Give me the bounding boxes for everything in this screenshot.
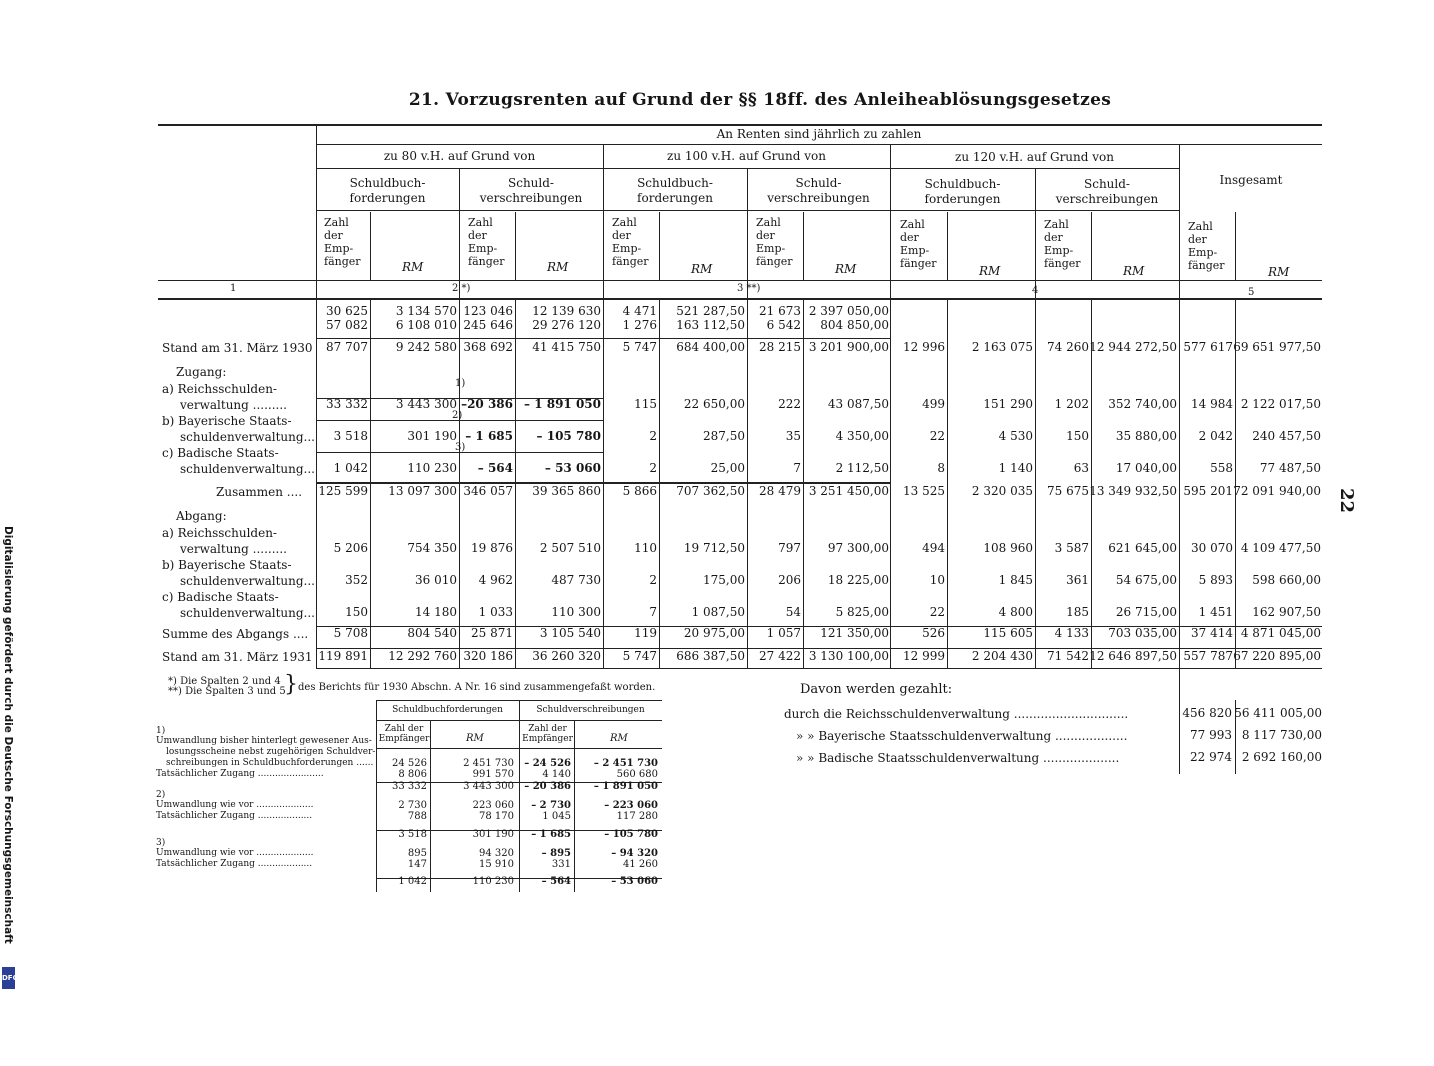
- table-cell: – 564: [477, 461, 513, 475]
- table-cell: 108 960: [983, 541, 1033, 555]
- small-rm: RM: [466, 733, 484, 744]
- small-block-mark: 3): [156, 838, 166, 848]
- table-cell: 754 350: [407, 541, 457, 555]
- table-cell: 28 215: [759, 340, 801, 354]
- table-cell: 14 984: [1191, 397, 1233, 411]
- small-cell: – 1 685: [531, 829, 571, 840]
- small-cell: – 564: [541, 876, 571, 887]
- table-cell: – 1 685: [465, 429, 513, 443]
- header-rm: RM: [835, 262, 857, 276]
- table-cell: 43 087,50: [827, 397, 889, 411]
- header-schuldverschreibungen: Schuld- verschreibungen: [1055, 177, 1159, 206]
- table-cell: 558: [1210, 461, 1233, 475]
- header-group-120: zu 120 v.H. auf Grund von: [955, 150, 1114, 164]
- small-cell: – 895: [541, 848, 571, 859]
- table-cell: 4 133: [1054, 626, 1089, 640]
- table-cell: 1 033: [478, 605, 513, 619]
- table-cell: 2 163 075: [971, 340, 1033, 354]
- header-group-100: zu 100 v.H. auf Grund von: [667, 149, 826, 163]
- table-cell: 162 907,50: [1252, 605, 1321, 619]
- table-cell: 8: [937, 461, 945, 475]
- table-cell: 36 010: [415, 573, 457, 587]
- row-label: verwaltung .........: [180, 542, 287, 556]
- table-cell: 12 139 630: [532, 304, 601, 318]
- header-rule: [316, 144, 1322, 145]
- col-rule: [1235, 212, 1236, 280]
- header-schuldverschreibungen: Schuld- verschreibungen: [767, 176, 870, 205]
- table-cell: –20 386: [461, 397, 513, 411]
- small-cell: 147: [407, 859, 427, 870]
- row-label: schuldenverwaltung...: [180, 574, 315, 588]
- table-cell: 125 599: [318, 484, 368, 498]
- table-cell: – 53 060: [544, 461, 601, 475]
- table-cell: 63: [1073, 461, 1089, 475]
- small-cell: 78 170: [479, 811, 514, 822]
- davon-label: » » Badische Staatsschuldenverwaltung ....................: [796, 751, 1120, 765]
- rule: [316, 668, 1322, 669]
- table-cell: 25,00: [710, 461, 745, 475]
- table-cell: 368 692: [463, 340, 513, 354]
- table-cell: 4 962: [478, 573, 513, 587]
- table-cell: 12 646 897,50: [1089, 649, 1177, 663]
- small-cell: 895: [407, 848, 427, 859]
- table-cell: 67 220 895,00: [1233, 649, 1321, 663]
- row-label: Stand am 31. März 1930: [162, 341, 313, 355]
- footnote-star1: *) Die Spalten 2 und 4: [168, 676, 281, 687]
- table-cell: 222: [778, 397, 801, 411]
- small-head-b: Schuldverschreibungen: [536, 705, 645, 715]
- table-cell: 2: [649, 461, 657, 475]
- table-cell: 121 350,00: [820, 626, 889, 640]
- davon-count: 22 974: [1190, 750, 1232, 764]
- table-cell: 1 087,50: [691, 605, 745, 619]
- table-cell: 3 130 100,00: [808, 649, 889, 663]
- col-rule: [1091, 212, 1092, 280]
- table-cell: 487 730: [551, 573, 601, 587]
- table-cell: 4 871 045,00: [1240, 626, 1321, 640]
- col-rule: [803, 212, 804, 280]
- small-cell: – 24 526: [524, 758, 571, 769]
- small-cell: – 20 386: [524, 781, 571, 792]
- small-row-label: Umwandlung wie vor ....................: [156, 848, 314, 858]
- row-label: a) Reichsschulden-: [162, 526, 277, 540]
- header-count: Zahl der Emp- fänger: [324, 216, 361, 268]
- table-cell: 150: [1066, 429, 1089, 443]
- header-rule: [316, 168, 1180, 169]
- header-group-80: zu 80 v.H. auf Grund von: [383, 149, 536, 163]
- table-cell: 1 140: [998, 461, 1033, 475]
- small-row-label: losungsscheine nebst zugehörigen Schuldver-: [166, 747, 376, 757]
- small-cell: 3 518: [398, 829, 427, 840]
- table-cell: 19 712,50: [683, 541, 745, 555]
- small-row-label: Tatsächlicher Zugang ...................: [156, 859, 313, 869]
- table-cell: 14 180: [415, 605, 457, 619]
- table-cell: 5 866: [622, 484, 657, 498]
- table-cell: 12 944 272,50: [1089, 340, 1177, 354]
- small-cell: 24 526: [392, 758, 427, 769]
- table-cell: 22: [929, 429, 945, 443]
- small-cell: 8 806: [398, 769, 427, 780]
- table-cell: 119: [634, 626, 657, 640]
- table-cell: 2: [649, 429, 657, 443]
- davon-rm: 56 411 005,00: [1234, 706, 1322, 720]
- col-rule: [747, 168, 748, 668]
- row-label: Stand am 31. März 1931: [162, 650, 313, 664]
- table-cell: 703 035,00: [1108, 626, 1177, 640]
- table-cell: 110: [634, 541, 657, 555]
- row-label: b) Bayerische Staats-: [162, 558, 292, 572]
- small-cell: 2 730: [398, 800, 427, 811]
- small-cell: 991 570: [472, 769, 514, 780]
- header-total: Insgesamt: [1219, 173, 1283, 187]
- table-cell: 320 186: [463, 649, 513, 663]
- small-cell: 33 332: [392, 781, 427, 792]
- table-cell: 5 708: [333, 626, 368, 640]
- header-schuldbuch: Schuldbuch- forderungen: [349, 176, 426, 205]
- small-cell: 15 910: [479, 859, 514, 870]
- table-cell: 4 471: [622, 304, 657, 318]
- footnote-mark: 3): [455, 442, 466, 453]
- table-cell: 2 204 430: [971, 649, 1033, 663]
- davon-count: 456 820: [1182, 706, 1232, 720]
- table-top-rule: [158, 124, 1322, 126]
- small-cell: 117 280: [616, 811, 658, 822]
- davon-rm: 2 692 160,00: [1241, 750, 1322, 764]
- table-cell: 707 362,50: [676, 484, 745, 498]
- table-cell: 29 276 120: [532, 318, 601, 332]
- table-cell: 13 097 300: [388, 484, 457, 498]
- row-label: Zusammen ....: [216, 485, 303, 499]
- table-cell: 25 871: [471, 626, 513, 640]
- table-cell: 12 292 760: [388, 649, 457, 663]
- header-rm: RM: [979, 264, 1001, 278]
- table-cell: 37 414: [1191, 626, 1233, 640]
- table-cell: 797: [778, 541, 801, 555]
- small-cell: 1 045: [542, 811, 571, 822]
- column-number: 5: [1248, 287, 1255, 298]
- header-count: Zahl der Emp- fänger: [756, 216, 793, 268]
- header-count: Zahl der Emp- fänger: [1188, 220, 1225, 272]
- table-cell: 185: [1066, 605, 1089, 619]
- table-cell: 521 287,50: [676, 304, 745, 318]
- page-title: 21. Vorzugsrenten auf Grund der §§ 18ff. des Anleiheablösungsgesetzes: [408, 90, 1112, 110]
- footnote-mark: 2): [452, 410, 463, 421]
- table-cell: 75 675: [1047, 484, 1089, 498]
- table-cell: – 1 891 050: [524, 397, 601, 411]
- davon-heading: Davon werden gezahlt:: [800, 682, 953, 697]
- brace: }: [284, 672, 298, 697]
- table-cell: 2 507 510: [539, 541, 601, 555]
- small-cell: 2 451 730: [463, 758, 514, 769]
- table-cell: 13 525: [903, 484, 945, 498]
- table-cell: 9 242 580: [395, 340, 457, 354]
- table-cell: 87 707: [326, 340, 368, 354]
- table-cell: 2 397 050,00: [808, 304, 889, 318]
- column-number: 1: [230, 283, 237, 294]
- table-cell: 595 201: [1183, 484, 1233, 498]
- footnote-mark: 1): [455, 378, 466, 389]
- table-cell: 163 112,50: [676, 318, 745, 332]
- table-cell: 21 673: [759, 304, 801, 318]
- small-cell: 560 680: [616, 769, 658, 780]
- table-cell: 5 206: [333, 541, 368, 555]
- col-rule: [1035, 168, 1036, 668]
- table-cell: 20 975,00: [683, 626, 745, 640]
- table-cell: 2 042: [1198, 429, 1233, 443]
- col-rule: [515, 212, 516, 280]
- table-cell: 1 845: [998, 573, 1033, 587]
- table-cell: 1 057: [766, 626, 801, 640]
- table-cell: 804 540: [407, 626, 457, 640]
- row-label: Abgang:: [176, 509, 227, 523]
- table-cell: 12 996: [903, 340, 945, 354]
- table-cell: 6 542: [766, 318, 801, 332]
- table-cell: 557 787: [1183, 649, 1233, 663]
- table-cell: 287,50: [703, 429, 745, 443]
- row-label: Zugang:: [176, 365, 227, 379]
- table-cell: 35: [785, 429, 801, 443]
- table-cell: 4 530: [998, 429, 1033, 443]
- davon-label: » » Bayerische Staatsschuldenverwaltung ...................: [796, 729, 1128, 743]
- small-row-label: Tatsächlicher Zugang .......................: [156, 769, 324, 779]
- table-cell: 35 880,00: [1115, 429, 1177, 443]
- rule: [316, 398, 603, 399]
- davon-rm: 8 117 730,00: [1241, 728, 1322, 742]
- table-cell: 494: [922, 541, 945, 555]
- small-head-a: Schuldbuchforderungen: [392, 705, 503, 715]
- small-count: Zahl der Empfänger: [522, 724, 573, 744]
- table-cell: 30 070: [1191, 541, 1233, 555]
- header-rm: RM: [1268, 265, 1290, 279]
- table-cell: 57 082: [326, 318, 368, 332]
- table-cell: 499: [922, 397, 945, 411]
- small-cell: 41 260: [623, 859, 658, 870]
- table-cell: 13 349 932,50: [1089, 484, 1177, 498]
- table-cell: 175,00: [703, 573, 745, 587]
- table-cell: 686 387,50: [676, 649, 745, 663]
- table-cell: 74 260: [1047, 340, 1089, 354]
- header-count: Zahl der Emp- fänger: [1044, 218, 1081, 270]
- small-cell: 4 140: [542, 769, 571, 780]
- table-cell: 4 800: [998, 605, 1033, 619]
- table-cell: 3 201 900,00: [808, 340, 889, 354]
- row-label: schuldenverwaltung...: [180, 606, 315, 620]
- table-cell: 2 112,50: [835, 461, 889, 475]
- header-schuldbuch: Schuldbuch- forderungen: [637, 176, 713, 205]
- table-cell: 28 479: [759, 484, 801, 498]
- col-rule: [1179, 144, 1180, 774]
- table-cell: 2: [649, 573, 657, 587]
- table-cell: 19 876: [471, 541, 513, 555]
- davon-label: durch die Reichsschuldenverwaltung ..............................: [784, 707, 1129, 721]
- table-cell: 301 190: [407, 429, 457, 443]
- header-schuldbuch: Schuldbuch- forderungen: [924, 177, 1001, 206]
- table-cell: 684 400,00: [676, 340, 745, 354]
- header-bottom-rule: [158, 298, 1322, 300]
- table-cell: 10: [929, 573, 945, 587]
- page-number: 22: [1336, 487, 1358, 514]
- table-cell: 115 605: [983, 626, 1033, 640]
- table-cell: 361: [1066, 573, 1089, 587]
- table-cell: 33 332: [326, 397, 368, 411]
- table-cell: 3 443 300: [395, 397, 457, 411]
- footnote-star2: **) Die Spalten 3 und 5: [168, 686, 286, 697]
- table-cell: 39 365 860: [532, 484, 601, 498]
- small-cell: 788: [407, 811, 427, 822]
- table-cell: 36 260 320: [532, 649, 601, 663]
- table-cell: 54: [785, 605, 801, 619]
- table-cell: 27 422: [759, 649, 801, 663]
- table-cell: 3 105 540: [539, 626, 601, 640]
- column-number: 3 **): [737, 283, 761, 294]
- header-rule: [316, 210, 1180, 211]
- table-cell: 115: [634, 397, 657, 411]
- table-cell: 1 042: [333, 461, 368, 475]
- table-cell: 1 202: [1054, 397, 1089, 411]
- row-label: schuldenverwaltung...: [180, 462, 315, 476]
- col-rule: [659, 212, 660, 280]
- table-cell: 71 542: [1047, 649, 1089, 663]
- row-label: a) Reichsschulden-: [162, 382, 277, 396]
- header-rm: RM: [1123, 264, 1145, 278]
- table-cell: 7: [649, 605, 657, 619]
- table-cell: 3 518: [333, 429, 368, 443]
- small-row-label: Umwandlung bisher hinterlegt gewesener Aus-: [156, 736, 372, 746]
- table-cell: 526: [922, 626, 945, 640]
- header-count: Zahl der Emp- fänger: [612, 216, 649, 268]
- col-rule: [370, 212, 371, 280]
- table-cell: 3 251 450,00: [808, 484, 889, 498]
- header-top: An Renten sind jährlich zu zahlen: [716, 127, 922, 141]
- small-cell: – 2 730: [531, 800, 571, 811]
- table-cell: 5 893: [1198, 573, 1233, 587]
- table-cell: 6 108 010: [395, 318, 457, 332]
- row-label: b) Bayerische Staats-: [162, 414, 292, 428]
- dfg-logo: DFG: [2, 967, 15, 989]
- table-cell: 352: [345, 573, 368, 587]
- table-cell: 22 650,00: [683, 397, 745, 411]
- small-cell: 331: [551, 859, 571, 870]
- row-label: c) Badische Staats-: [162, 590, 279, 604]
- table-cell: 2 122 017,50: [1240, 397, 1321, 411]
- small-cell: – 2 451 730: [593, 758, 658, 769]
- table-cell: 18 225,00: [827, 573, 889, 587]
- small-cell: 3 443 300: [463, 781, 514, 792]
- table-cell: 4 109 477,50: [1240, 541, 1321, 555]
- table-cell: 352 740,00: [1108, 397, 1177, 411]
- table-cell: 77 487,50: [1259, 461, 1321, 475]
- table-cell: 4 350,00: [835, 429, 889, 443]
- small-cell: – 1 891 050: [593, 781, 658, 792]
- column-number: 2 *): [452, 283, 471, 294]
- table-cell: 346 057: [463, 484, 513, 498]
- table-cell: 577 617: [1183, 340, 1233, 354]
- small-cell: 110 230: [472, 876, 514, 887]
- table-cell: 69 651 977,50: [1233, 340, 1321, 354]
- table-cell: 240 457,50: [1252, 429, 1321, 443]
- small-cell: – 53 060: [611, 876, 658, 887]
- col-rule: [1235, 700, 1236, 774]
- table-cell: 2 320 035: [971, 484, 1033, 498]
- header-count: Zahl der Emp- fänger: [900, 218, 937, 270]
- small-count: Zahl der Empfänger: [378, 724, 430, 744]
- small-row-label: schreibungen in Schuldbuchforderungen ......: [166, 758, 374, 768]
- table-cell: 7: [793, 461, 801, 475]
- table-cell: 119 891: [318, 649, 368, 663]
- small-row-label: Tatsächlicher Zugang ...................: [156, 811, 313, 821]
- small-block-mark: 2): [156, 790, 166, 800]
- header-rm: RM: [691, 262, 713, 276]
- table-cell: 1 451: [1198, 605, 1233, 619]
- row-label: verwaltung .........: [180, 398, 287, 412]
- header-rule: [158, 280, 1322, 281]
- table-cell: – 105 780: [536, 429, 601, 443]
- column-number: 4: [1032, 285, 1039, 296]
- table-cell: 12 999: [903, 649, 945, 663]
- row-label: schuldenverwaltung...: [180, 430, 315, 444]
- small-cell: 301 190: [472, 829, 514, 840]
- table-cell: 30 625: [326, 304, 368, 318]
- footnote-text: des Berichts für 1930 Abschn. A Nr. 16 sind zusammengefaßt worden.: [298, 682, 656, 693]
- digitization-note: Digitalisierung gefördert durch die Deutsche Forschungsgemeinschaft: [2, 526, 14, 944]
- small-cell: – 223 060: [604, 800, 658, 811]
- table-cell: 1 276: [622, 318, 657, 332]
- table-cell: 17 040,00: [1115, 461, 1177, 475]
- header-rm: RM: [547, 260, 569, 274]
- table-cell: 5 747: [622, 340, 657, 354]
- table-cell: 22: [929, 605, 945, 619]
- small-cell: 94 320: [479, 848, 514, 859]
- small-rm: RM: [610, 733, 628, 744]
- small-row-label: Umwandlung wie vor ....................: [156, 800, 314, 810]
- table-cell: 5 747: [622, 649, 657, 663]
- table-cell: 123 046: [463, 304, 513, 318]
- table-cell: 598 660,00: [1252, 573, 1321, 587]
- table-cell: 804 850,00: [820, 318, 889, 332]
- table-cell: 41 415 750: [532, 340, 601, 354]
- row-label: c) Badische Staats-: [162, 446, 279, 460]
- table-cell: 97 300,00: [827, 541, 889, 555]
- header-schuldverschreibungen: Schuld- verschreibungen: [479, 176, 583, 205]
- table-cell: 3 587: [1054, 541, 1089, 555]
- small-cell: – 105 780: [604, 829, 658, 840]
- table-cell: 26 715,00: [1115, 605, 1177, 619]
- small-cell: 223 060: [472, 800, 514, 811]
- small-block-mark: 1): [156, 726, 166, 736]
- table-cell: 3 134 570: [395, 304, 457, 318]
- table-cell: 150: [345, 605, 368, 619]
- davon-count: 77 993: [1190, 728, 1232, 742]
- small-cell: 1 042: [398, 876, 427, 887]
- table-cell: 54 675,00: [1115, 573, 1177, 587]
- table-cell: 5 825,00: [835, 605, 889, 619]
- header-count: Zahl der Emp- fänger: [468, 216, 505, 268]
- header-rm: RM: [402, 260, 424, 274]
- table-cell: 245 646: [463, 318, 513, 332]
- table-cell: 151 290: [983, 397, 1033, 411]
- table-cell: 206: [778, 573, 801, 587]
- table-cell: 621 645,00: [1108, 541, 1177, 555]
- table-cell: 110 230: [407, 461, 457, 475]
- col-rule: [947, 212, 948, 280]
- table-cell: 72 091 940,00: [1233, 484, 1321, 498]
- small-cell: – 94 320: [611, 848, 658, 859]
- row-label: Summe des Abgangs ....: [162, 627, 309, 641]
- table-cell: 110 300: [551, 605, 601, 619]
